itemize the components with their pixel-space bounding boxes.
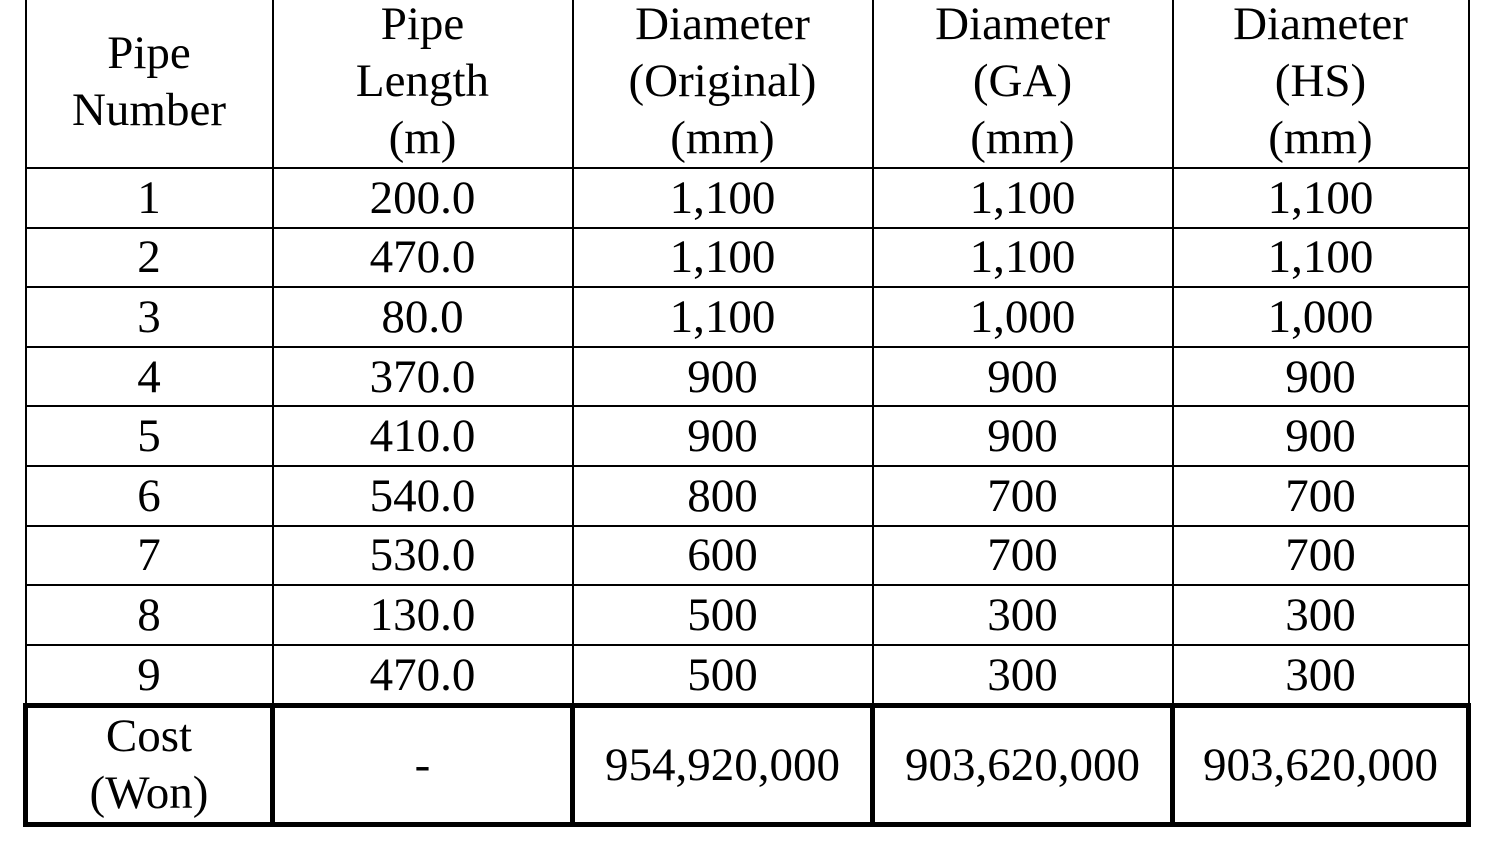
cell-pipe-length: 130.0 [273,585,573,645]
table-row [26,645,1469,706]
table-row [26,585,1469,645]
header-line: Pipe [380,0,465,50]
cell-diameter-original: 1,100 [573,168,873,228]
header-line: (mm) [1268,112,1373,164]
header-line: (GA) [972,55,1073,107]
cost-label-line: Cost [105,710,193,763]
cell-diameter-original: 1,100 [573,287,873,347]
cell-diameter-hs: 1,000 [1173,287,1469,347]
cell-pipe-number: 3 [26,287,273,347]
header-line: (m) [388,112,457,164]
cell-diameter-hs: 700 [1173,526,1469,586]
cell-diameter-original: 500 [573,585,873,645]
cell-pipe-number: 5 [26,406,273,466]
cost-hs: 903,620,000 [1173,706,1469,825]
table-row [26,228,1469,288]
cell-pipe-number: 7 [26,526,273,586]
header-line: Diameter [635,0,810,50]
header-line: Diameter [1233,0,1408,50]
cell-diameter-ga: 700 [873,466,1173,526]
cell-diameter-original: 900 [573,406,873,466]
header-line: (HS) [1274,55,1367,107]
cell-pipe-length: 200.0 [273,168,573,228]
cell-pipe-length: 470.0 [273,228,573,288]
cell-diameter-hs: 700 [1173,466,1469,526]
header-line: (mm) [670,112,775,164]
cell-pipe-number: 8 [26,585,273,645]
cell-pipe-length: 530.0 [273,526,573,586]
cell-diameter-ga: 1,100 [873,168,1173,228]
table-row [26,406,1469,466]
cell-pipe-length: 540.0 [273,466,573,526]
cell-diameter-ga: 900 [873,406,1173,466]
cell-diameter-original: 800 [573,466,873,526]
table-row [26,466,1469,526]
cell-diameter-ga: 300 [873,585,1173,645]
header-pipe-number [26,0,273,168]
cost-ga: 903,620,000 [873,706,1173,825]
cell-diameter-hs: 900 [1173,406,1469,466]
header-line: (mm) [970,112,1075,164]
cell-diameter-hs: 300 [1173,645,1469,706]
cell-diameter-hs: 1,100 [1173,168,1469,228]
header-pipe-length [273,0,573,168]
cell-diameter-ga: 700 [873,526,1173,586]
cell-diameter-original: 900 [573,347,873,407]
cell-diameter-original: 600 [573,526,873,586]
header-line: Diameter [935,0,1110,50]
header-diameter-original [573,0,873,168]
header-line: Number [71,83,226,136]
cell-pipe-number: 2 [26,228,273,288]
cell-pipe-number: 4 [26,347,273,407]
cost-length: - [273,706,573,825]
table-row [26,347,1469,407]
cost-label-line: (Won) [89,767,209,820]
cell-pipe-number: 9 [26,645,273,706]
header-diameter-hs [1173,0,1469,168]
header-line: Length [355,55,490,107]
cell-pipe-number: 6 [26,466,273,526]
cell-pipe-length: 370.0 [273,347,573,407]
cell-diameter-hs: 300 [1173,585,1469,645]
cell-diameter-ga: 300 [873,645,1173,706]
cell-diameter-original: 500 [573,645,873,706]
cost-label [26,706,273,825]
table-row [26,526,1469,586]
header-row [26,0,1469,168]
cell-diameter-ga: 1,000 [873,287,1173,347]
header-diameter-ga [873,0,1173,168]
cell-diameter-ga: 1,100 [873,228,1173,288]
cell-diameter-original: 1,100 [573,228,873,288]
header-line: Pipe [107,26,191,79]
cell-diameter-ga: 900 [873,347,1173,407]
table-row [26,168,1469,228]
pipe-diameter-table [23,0,1471,827]
cell-diameter-hs: 900 [1173,347,1469,407]
cell-diameter-hs: 1,100 [1173,228,1469,288]
cell-pipe-length: 410.0 [273,406,573,466]
cost-original: 954,920,000 [573,706,873,825]
cell-pipe-length: 470.0 [273,645,573,706]
cell-pipe-length: 80.0 [273,287,573,347]
cell-pipe-number: 1 [26,168,273,228]
table-row [26,287,1469,347]
header-line: (Original) [628,55,817,107]
cost-row [26,706,1469,825]
